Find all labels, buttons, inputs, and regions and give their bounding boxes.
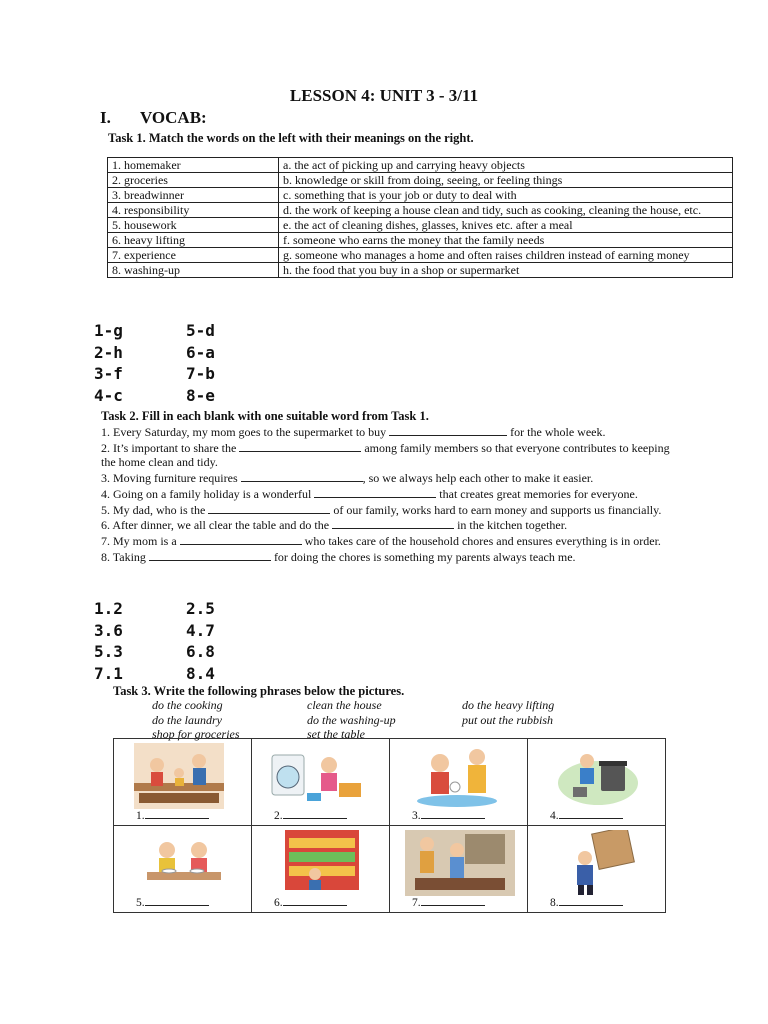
task3-heading: Task 3. Write the following phrases below the pictures. <box>113 684 405 698</box>
answer-item: 1.2 <box>94 599 123 618</box>
sentence <box>101 486 681 502</box>
answer-item: 6-a <box>186 342 215 362</box>
phrase-item: clean the house <box>307 698 382 712</box>
meaning-cell: g. someone who manages a home and often raises children instead of earning money <box>279 248 733 263</box>
answer-item: 5-d <box>186 321 215 340</box>
sentence-start: 5. My dad, who is the <box>101 502 209 517</box>
meaning-cell: e. the act of cleaning dishes, glasses, knives etc. after a meal <box>279 218 733 233</box>
fill-blank[interactable] <box>149 549 271 561</box>
word-cell: 6. heavy lifting <box>108 233 279 248</box>
task2-heading: Task 2. Fill in each blank with one suitable word from Task 1. <box>101 409 429 423</box>
answer-item: 2-h <box>94 342 123 362</box>
word-cell: 3. breadwinner <box>108 188 279 203</box>
meaning-cell: b. knowledge or skill from doing, seeing, or feeling things <box>279 173 733 188</box>
phrase-row <box>152 713 617 728</box>
sentence-start: 2. It’s important to share the <box>101 440 240 455</box>
word-cell: 5. housework <box>108 218 279 233</box>
meaning-cell: d. the work of keeping a house clean and tidy, such as cooking, cleaning the house, etc. <box>279 203 733 218</box>
sentence <box>101 517 681 533</box>
fill-blank[interactable] <box>314 486 436 498</box>
answer-blank[interactable] <box>559 896 623 906</box>
sentence-end: that creates great memories for everyone. <box>436 486 638 501</box>
answer-row <box>94 620 278 642</box>
answer-blank[interactable] <box>421 809 485 819</box>
table-row <box>108 233 733 248</box>
answer-row <box>94 598 278 620</box>
answer-blank[interactable] <box>145 809 209 819</box>
answer-item: 3.6 <box>94 620 123 640</box>
picture-cell <box>528 739 666 826</box>
set-table-picture <box>129 830 239 896</box>
picture-label: 2. <box>274 809 347 822</box>
answer-blank[interactable] <box>145 896 209 906</box>
rubbish-picture <box>543 743 653 809</box>
picture-cell <box>252 826 390 913</box>
picture-label: 7. <box>412 896 485 909</box>
answer-item: 7.1 <box>94 663 123 683</box>
phrase-item: shop for groceries <box>152 727 240 741</box>
sentence-start: 4. Going on a family holiday is a wonderful <box>101 486 315 501</box>
table-row <box>108 218 733 233</box>
phrase-item: do the heavy lifting <box>462 698 555 712</box>
picture-cell <box>114 826 252 913</box>
sentence-end: in the kitchen together. <box>454 518 568 533</box>
answer-blank[interactable] <box>283 809 347 819</box>
task2-answers <box>94 598 278 684</box>
fill-blank[interactable] <box>332 517 454 529</box>
word-cell: 7. experience <box>108 248 279 263</box>
answer-item: 4-c <box>94 385 123 405</box>
word-cell: 1. homemaker <box>108 158 279 173</box>
picture-label: 3. <box>412 809 485 822</box>
answer-item: 8-e <box>186 385 215 405</box>
sentence-start: 7. My mom is a <box>101 533 180 548</box>
table-row <box>108 248 733 263</box>
meaning-cell: f. someone who earns the money that the family needs <box>279 233 733 248</box>
sentence <box>101 549 681 565</box>
sentence-end: , so we always help each other to make it easier. <box>362 471 594 486</box>
meaning-cell: h. the food that you buy in a shop or supermarket <box>279 263 733 278</box>
sentence <box>101 424 681 440</box>
sentence-end: for the whole week. <box>507 425 606 439</box>
fill-blank[interactable] <box>239 440 361 452</box>
grocery-shopping-picture <box>267 830 377 896</box>
picture-cell <box>252 739 390 826</box>
picture-label: 4. <box>550 809 623 822</box>
sentence-end: among family members so that everyone contributes to keeping the home clean and tidy. <box>101 440 670 470</box>
answer-row <box>94 342 278 364</box>
answer-row <box>94 385 278 407</box>
answer-blank[interactable] <box>283 896 347 906</box>
table-row <box>108 188 733 203</box>
table-row <box>108 263 733 278</box>
phrase-bank <box>152 698 617 742</box>
section-number: I. <box>100 108 111 127</box>
phrase-row <box>152 698 617 713</box>
phrase-item: do the washing-up <box>307 712 396 727</box>
picture-label: 5. <box>136 896 209 909</box>
answer-item: 6.8 <box>186 642 215 661</box>
picture-grid <box>113 738 666 913</box>
fill-blank[interactable] <box>180 533 302 545</box>
task1-heading: Task 1. Match the words on the left with their meanings on the right. <box>108 131 474 145</box>
answer-blank[interactable] <box>559 809 623 819</box>
sentence-start: 8. Taking <box>101 549 149 564</box>
word-cell: 4. responsibility <box>108 203 279 218</box>
answer-blank[interactable] <box>421 896 485 906</box>
answer-item: 5.3 <box>94 642 123 661</box>
picture-label: 6. <box>274 896 347 909</box>
section-label: VOCAB: <box>140 108 207 127</box>
sentence-start: 6. After dinner, we all clear the table and do the <box>101 518 333 533</box>
cleaning-house-picture <box>405 830 515 896</box>
answer-row <box>94 663 278 685</box>
washing-up-picture <box>405 743 515 809</box>
answer-row <box>94 641 278 663</box>
fill-blank[interactable] <box>389 424 507 436</box>
picture-label: 8. <box>550 896 623 909</box>
sentence-end: who takes care of the household chores and ensures everything is in order. <box>301 533 661 548</box>
phrase-item: put out the rubbish <box>462 712 554 727</box>
table-row <box>108 158 733 173</box>
phrase-item: set the table <box>307 727 365 741</box>
answer-item: 3-f <box>94 364 123 383</box>
answer-item: 4.7 <box>186 620 215 640</box>
sentence <box>101 470 681 486</box>
sentence <box>101 440 681 470</box>
sentence-end: for doing the chores is something my parents always teach me. <box>270 549 576 564</box>
fill-blank[interactable] <box>208 502 330 514</box>
phrase-item: do the cooking <box>152 698 223 712</box>
sentence-end: of our family, works hard to earn money and supports us financially. <box>330 502 662 517</box>
table-row <box>108 203 733 218</box>
answer-item: 7-b <box>186 364 215 383</box>
phrase-item: do the laundry <box>152 712 222 727</box>
page-title: LESSON 4: UNIT 3 - 3/11 <box>289 86 479 105</box>
task2-sentences <box>101 424 681 564</box>
answer-item: 1-g <box>94 321 123 340</box>
word-cell: 8. washing-up <box>108 263 279 278</box>
answer-row <box>94 320 278 342</box>
sentence-start: 1. Every Saturday, my mom goes to the supermarket to buy <box>101 425 390 439</box>
picture-cell <box>390 826 528 913</box>
meaning-cell: c. something that is your job or duty to deal with <box>279 188 733 203</box>
task1-answers <box>94 320 278 406</box>
sentence <box>101 502 681 518</box>
word-cell: 2. groceries <box>108 173 279 188</box>
answer-item: 2.5 <box>186 599 215 618</box>
answer-item: 8.4 <box>186 663 215 683</box>
laundry-picture <box>267 743 377 809</box>
fill-blank[interactable] <box>241 470 363 482</box>
table-row <box>108 173 733 188</box>
answer-row <box>94 363 278 385</box>
picture-cell <box>528 826 666 913</box>
picture-label: 1. <box>136 809 209 822</box>
picture-cell <box>114 739 252 826</box>
heavy-lifting-picture <box>543 830 653 896</box>
family-cooking-picture <box>129 743 239 809</box>
matching-table <box>107 157 733 278</box>
section-heading <box>100 108 207 128</box>
sentence <box>101 533 681 549</box>
sentence-start: 3. Moving furniture requires <box>101 471 241 486</box>
meaning-cell: a. the act of picking up and carrying heavy objects <box>279 158 733 173</box>
picture-cell <box>390 739 528 826</box>
